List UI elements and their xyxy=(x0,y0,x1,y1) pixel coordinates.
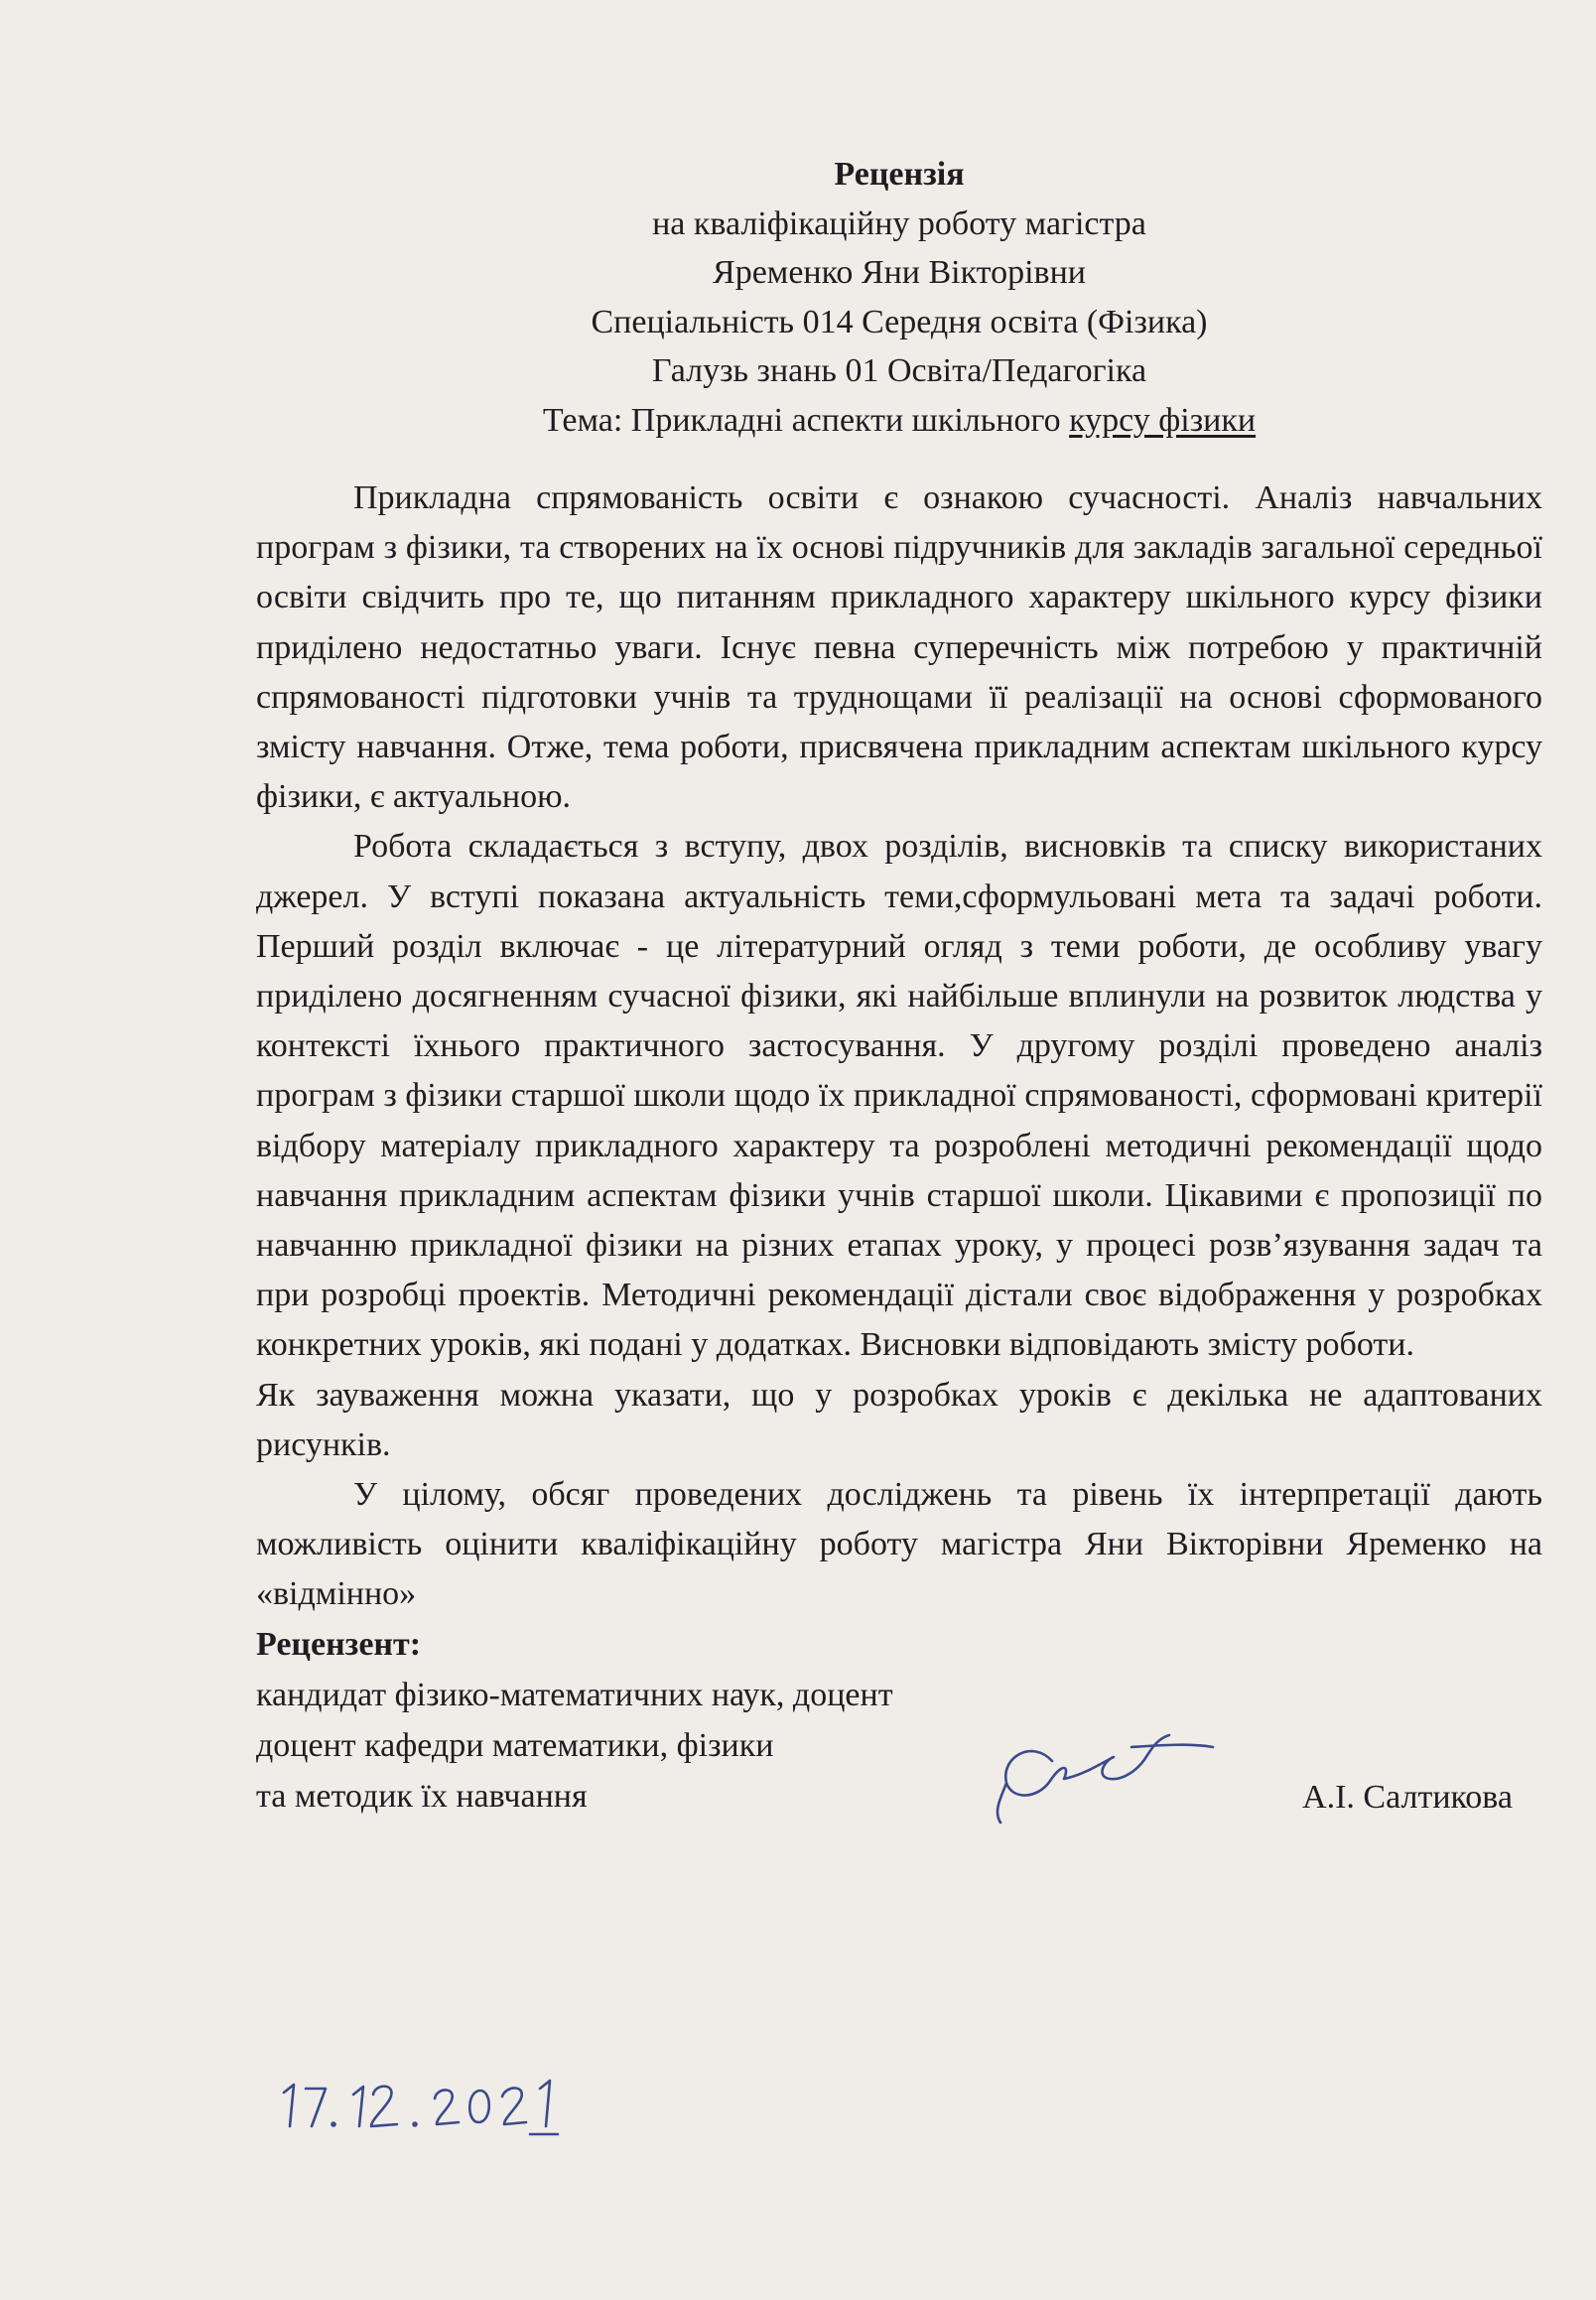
reviewer-position: доцент кафедри математики, фізики xyxy=(256,1726,774,1764)
reviewer-degree: кандидат фізико-математичних наук, доцент xyxy=(256,1676,893,1713)
paragraph-relevance: Прикладна спрямованість освіти є ознакою сучасності. Аналіз навчальних програм з фізики, та створених на їх основі підручників для закладів загальної середньої освіти свідчить про те, що питанням прикладного характеру шкільного курсу фізики приділено недостатньо уваги. Існує певна суперечність між потребою у практичній спрямованості підготовки учнів та труднощами її реалізації на основі сформованого змісту навчання. Отже, тема роботи, присвячена прикладним аспектам шкільного курсу фізики, є актуальною. xyxy=(256,479,1542,816)
review-body xyxy=(256,474,1542,1620)
header-theme-line xyxy=(256,396,1542,446)
header-author-line: Яременко Яни Вікторівни xyxy=(713,254,1086,291)
header-field-line: Галузь знань 01 Освіта/Педагогіка xyxy=(651,352,1147,389)
document-header xyxy=(256,150,1542,445)
paragraph-remarks: Як зауваження можна указати, що у розробках уроків є декілька не адаптованих рисунків. xyxy=(256,1376,1542,1463)
reviewer-name: А.І. Салтикова xyxy=(1302,1778,1513,1816)
header-specialty-line: Спеціальність 014 Середня освіта (Фізика) xyxy=(591,303,1208,340)
paragraph-structure: Робота складається з вступу, двох розділів, висновків та списку використаних джерел. У вступі показана актуальність теми,сформульовані мета та задачі роботи. Перший розділ включає - це літературний огляд з теми роботи, де особливу увагу приділено досягненням сучасної фізики, які найбільше вплинули на розвиток людства у контексті їхнього практичного застосування. У другому розділі проведено аналіз програм з фізики старшої школи щодо їх прикладної спрямованості, сформовані критерії відбору матеріалу прикладного характеру та розроблені методичні рекомендації щодо навчання прикладним аспектам фізики учнів старшої школи. Цікавими є пропозиції по навчанню прикладної фізики на різних етапах уроку, у процесі розв’язування задач та при розробці проектів. Методичні рекомендації дістали своє відображення у розробках конкретних уроків, які подані у додатках. Висновки відповідають змісту роботи. xyxy=(256,828,1542,1364)
theme-underlined: курсу фізики xyxy=(1069,401,1257,439)
document-content xyxy=(256,150,1542,1828)
handwritten-date xyxy=(276,2055,594,2144)
handwritten-signature xyxy=(993,1699,1221,1828)
theme-prefix: Тема: Прикладні аспекти шкільного xyxy=(542,401,1070,439)
reviewer-signature-block xyxy=(256,1670,1542,1828)
reviewer-department: та методик їх навчання xyxy=(256,1777,588,1815)
header-subject-line: на кваліфікаційну роботу магістра xyxy=(652,204,1146,242)
reviewer-label: Рецензент: xyxy=(256,1625,422,1663)
paragraph-conclusion: У цілому, обсяг проведених досліджень та рівень їх інтерпретації дають можливість оцінити кваліфікаційну роботу магістра Яни Вікторівни Яременко на «відмінно» xyxy=(256,1476,1542,1613)
document-title: Рецензія xyxy=(834,156,965,193)
